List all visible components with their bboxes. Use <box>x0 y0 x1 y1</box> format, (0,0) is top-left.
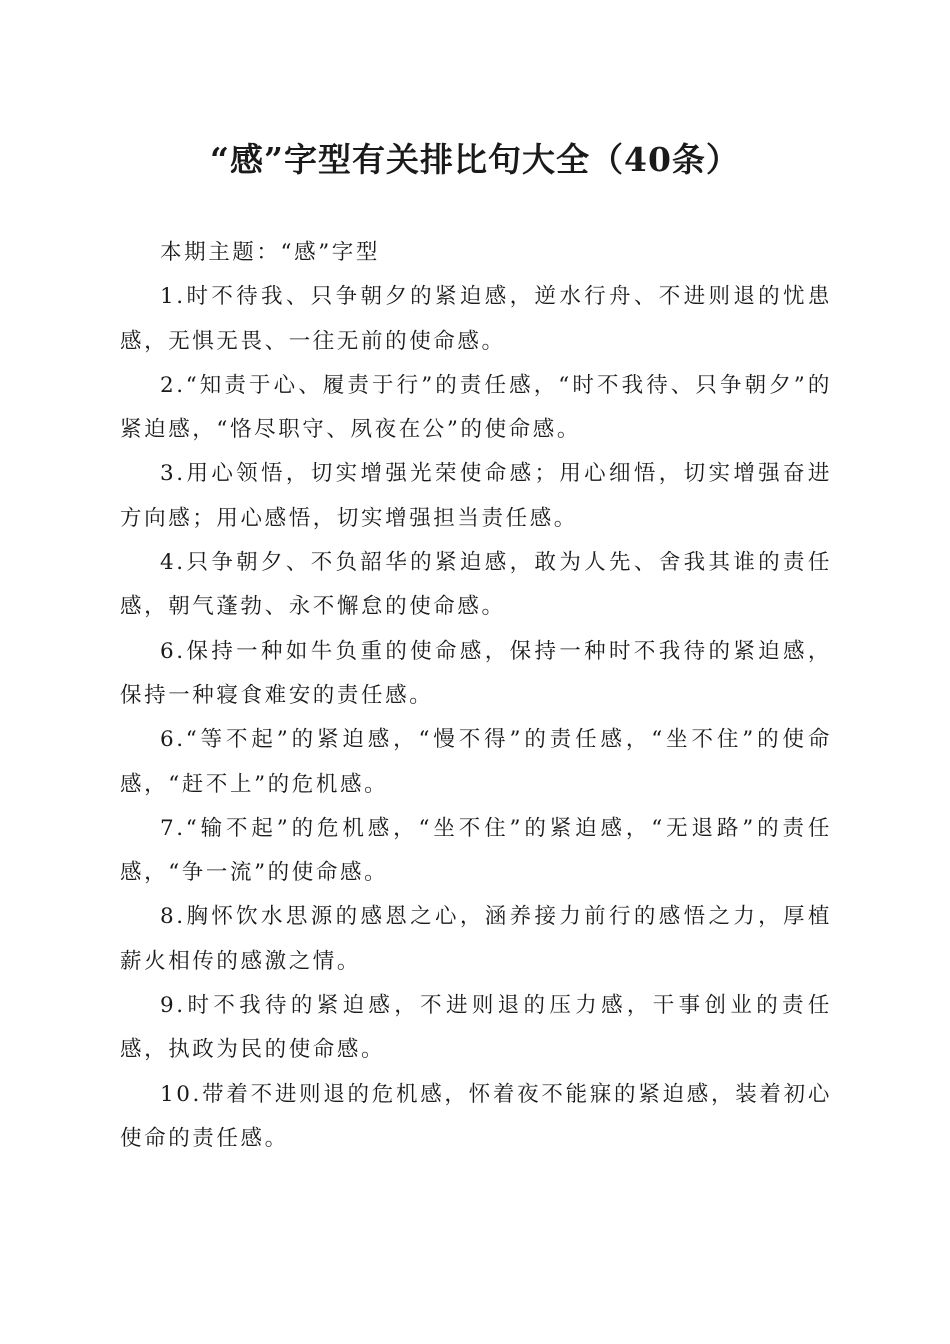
theme-line: 本期主题：“感”字型 <box>160 240 380 265</box>
list-item: 8.胸怀饮水思源的感恩之心，涵养接力前行的感悟之力，厚植薪火相传的感激之情。 <box>120 904 832 974</box>
list-item: 7.“输不起”的危机感，“坐不住”的紧迫感，“无退路”的责任感，“争一流”的使命感。 <box>120 815 832 886</box>
list-item: 6.保持一种如牛负重的使命感，保持一种时不我待的紧迫感，保持一种寝食难安的责任感。 <box>120 638 832 708</box>
document-title: “感”字型有关排比句大全（40条） <box>210 140 740 179</box>
list-item: 3.用心领悟，切实增强光荣使命感；用心细悟，切实增强奋进方向感；用心感悟，切实增强担当责任感。 <box>120 461 832 531</box>
document-body <box>120 231 832 1161</box>
list-item: 10.带着不进则退的危机感，怀着夜不能寐的紧迫感，装着初心使命的责任感。 <box>120 1081 832 1151</box>
list-item: 2.“知责于心、履责于行”的责任感，“时不我待、只争朝夕”的紧迫感，“恪尽职守、夙夜在公”的使命感。 <box>120 372 832 443</box>
list-item: 4.只争朝夕、不负韶华的紧迫感，敢为人先、舍我其谁的责任感，朝气蓬勃、永不懈怠的使命感。 <box>120 550 832 620</box>
list-item: 1.时不待我、只争朝夕的紧迫感，逆水行舟、不进则退的忧患感，无惧无畏、一往无前的使命感。 <box>120 284 832 354</box>
list-item: 6.“等不起”的紧迫感，“慢不得”的责任感，“坐不住”的使命感，“赶不上”的危机感。 <box>120 727 832 797</box>
list-item: 9.时不我待的紧迫感，不进则退的压力感，干事创业的责任感，执政为民的使命感。 <box>120 993 832 1063</box>
